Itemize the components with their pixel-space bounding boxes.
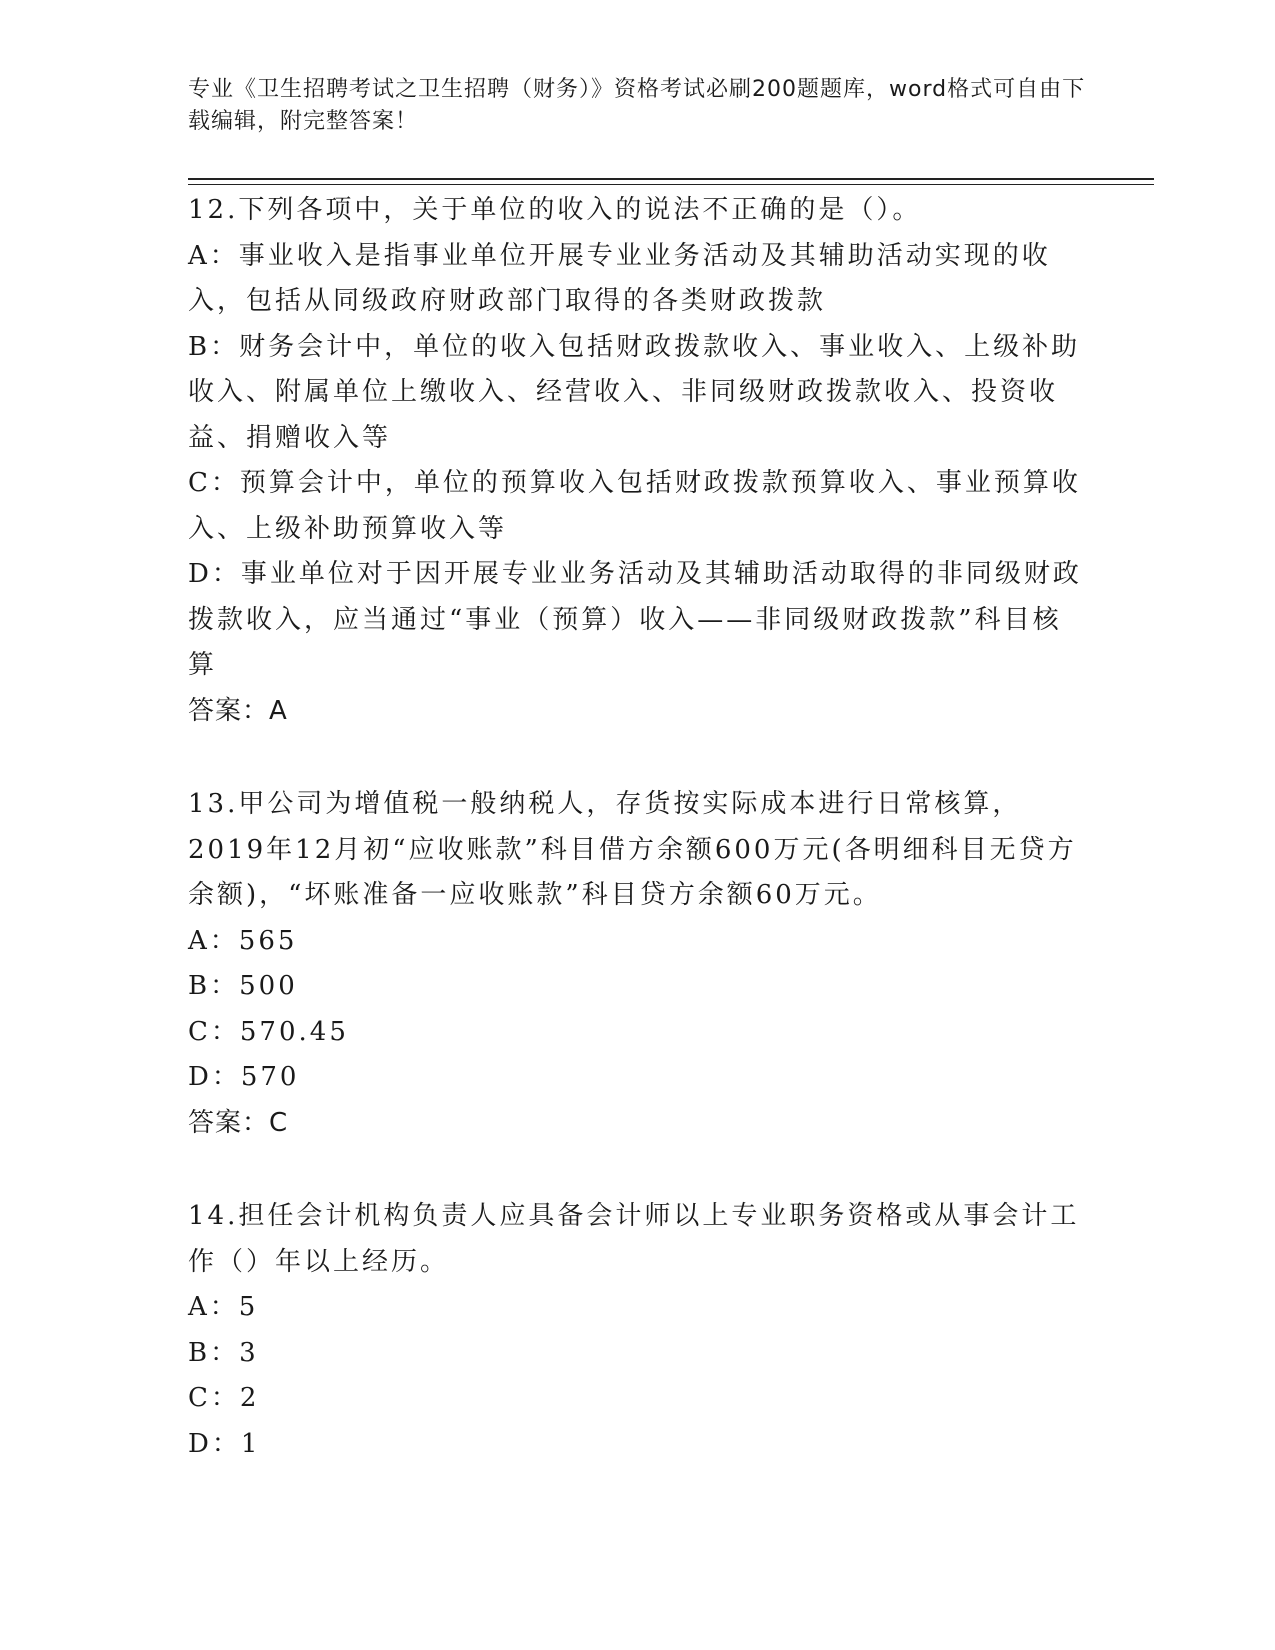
- option-b: B：3: [188, 1337, 259, 1368]
- question-stem: 12.下列各项中，关于单位的收入的说法不正确的是（）。: [188, 195, 922, 225]
- question-12: [188, 188, 1088, 734]
- option-c: C：570.45: [188, 1016, 349, 1047]
- header-title: 专业《卫生招聘考试之卫生招聘（财务）》资格考试必刷200题题库，word格式可自由下载编辑，附完整答案！: [188, 77, 1086, 134]
- header-divider-thin: [188, 184, 1154, 185]
- question-13: [188, 782, 1088, 1146]
- question-14: [188, 1194, 1088, 1467]
- question-list: [188, 188, 1088, 1467]
- option-a: A：5: [188, 1292, 259, 1322]
- option-a: A：事业收入是指事业单位开展专业业务活动及其辅助活动实现的收入，包括从同级政府财政部门取得的各类财政拨款: [188, 240, 1051, 316]
- document-header: [188, 74, 1088, 138]
- option-a: A：565: [188, 925, 298, 956]
- option-d: D：事业单位对于因开展专业业务活动及其辅助活动取得的非同级财政拨款收入，应当通过“事业（预算）收入——非同级财政拨款”科目核算: [188, 559, 1082, 680]
- option-c: C：2: [188, 1383, 260, 1413]
- option-c: C：预算会计中，单位的预算收入包括财政拨款预算收入、事业预算收入、上级补助预算收入等: [188, 468, 1081, 544]
- header-divider-thick: [188, 178, 1154, 180]
- option-d: D：1: [188, 1428, 261, 1459]
- answer-label: 答案：C: [188, 1107, 289, 1138]
- question-stem: 13.甲公司为增值税一般纳税人，存货按实际成本进行日常核算，2019年12月初“应收账款”科目借方余额600万元(各明细科目无贷方余额)，“坏账准备一应收账款”科目贷方余额60万元。: [188, 789, 1077, 910]
- answer-label: 答案：A: [188, 695, 288, 726]
- option-d: D：570: [188, 1062, 300, 1092]
- option-b: B：500: [188, 971, 298, 1001]
- option-b: B：财务会计中，单位的收入包括财政拨款收入、事业收入、上级补助收入、附属单位上缴收入、经营收入、非同级财政拨款收入、投资收益、捐赠收入等: [188, 331, 1081, 453]
- question-stem: 14.担任会计机构负责人应具备会计师以上专业职务资格或从事会计工作（）年以上经历。: [188, 1201, 1080, 1277]
